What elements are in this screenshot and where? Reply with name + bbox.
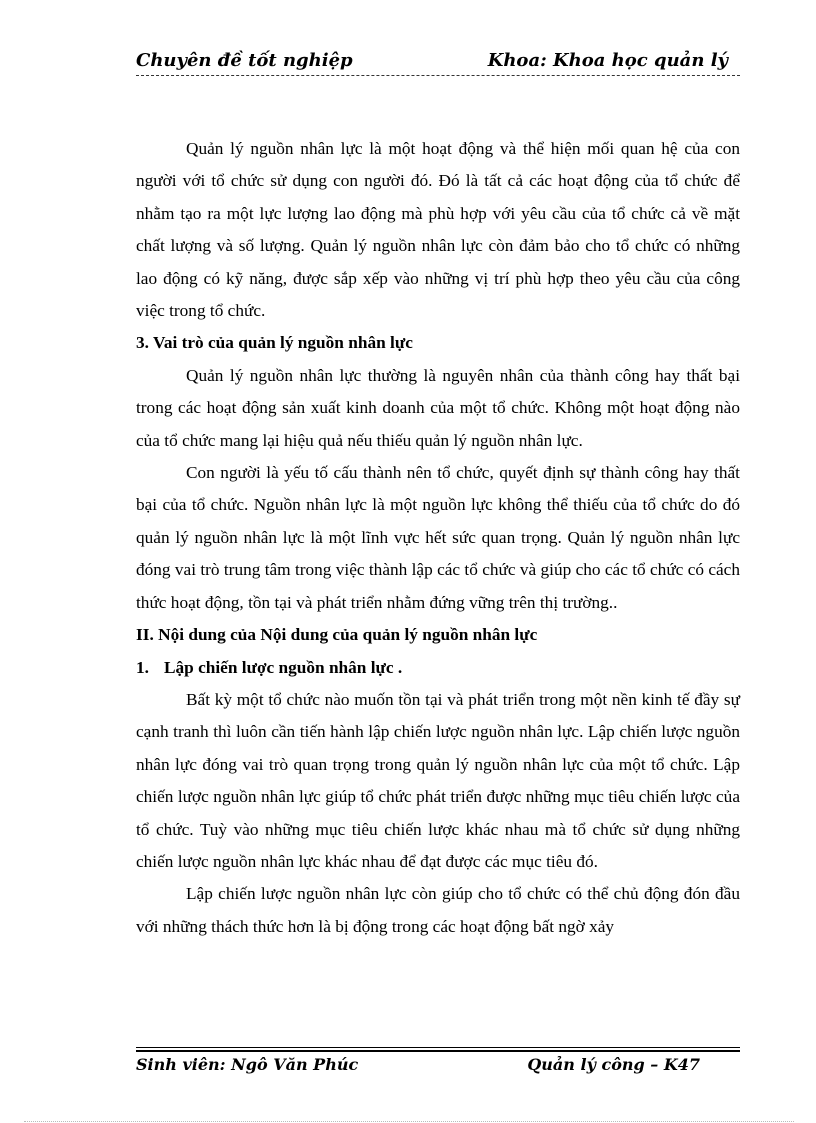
- footer-divider-thick: [136, 1050, 740, 1052]
- section-heading-role: 3. Vai trò của quản lý nguồn nhân lực: [136, 333, 413, 353]
- paragraph-definition: Quản lý nguồn nhân lực là một hoạt động và thể hiện mối quan hệ của con người với tổ chức sử dụng con người đó. Đó là tất cả các hoạt động của tổ chức để nhằm tạo ra một lực lượng lao động mà phù hợp với yêu cầu của tổ chức cả về mặt chất lượng và số lượng. Quản lý nguồn nhân lực còn đảm bảo cho tổ chức có những lao động có kỹ năng, được sắp xếp vào những vị trí phù hợp theo yêu cầu của công việc trong tổ chức.: [136, 139, 740, 321]
- paragraph-strategy-1: Bất kỳ một tổ chức nào muốn tồn tại và phát triển trong một nền kinh tế đầy sự cạnh tranh thì luôn cần tiến hành lập chiến lược nguồn nhân lực. Lập chiến lược nguồn nhân lực đóng vai trò quan trọng trong quản lý nguồn nhân lực của một tổ chức. Lập chiến lược nguồn nhân lực giúp tổ chức phát triển được những mục tiêu chiến lược của tổ chức. Tuỳ vào những mục tiêu chiến lược khác nhau mà tổ chức sử dụng những chiến lược nguồn nhân lực khác nhau để đạt được các mục tiêu đó.: [136, 689, 740, 871]
- footer-class: Quản lý công – K47: [527, 1055, 700, 1074]
- subsection-number: 1.: [136, 657, 149, 677]
- page-footer: [136, 1055, 740, 1077]
- header-thesis-title: Chuyên đề tốt nghiệp: [136, 50, 353, 71]
- header-divider: [136, 75, 740, 76]
- footer-student-name: Sinh viên: Ngô Văn Phúc: [136, 1055, 359, 1074]
- header-faculty: Khoa: Khoa học quản lý: [487, 50, 728, 71]
- page-header: [136, 50, 740, 74]
- chapter-heading-content: II. Nội dung của Nội dung của quản lý nguồn nhân lực: [136, 625, 538, 645]
- subsection-heading-strategy: [136, 652, 740, 684]
- document-body: [136, 133, 740, 943]
- paragraph-role-2: Con người là yếu tố cấu thành nên tổ chức, quyết định sự thành công hay thất bại của tổ chức. Nguồn nhân lực là một nguồn lực không thể thiếu của tổ chức do đó quản lý nguồn nhân lực là một lĩnh vực hết sức quan trọng. Quản lý nguồn nhân lực đóng vai trò trung tâm trong việc thành lập các tổ chức và giúp cho các tổ chức có cách thức hoạt động, tồn tại và phát triển nhằm đứng vững trên thị trường..: [136, 463, 740, 612]
- subsection-title: Lập chiến lược nguồn nhân lực .: [164, 657, 403, 677]
- footer-divider-thin: [136, 1047, 740, 1048]
- paragraph-strategy-2: Lập chiến lược nguồn nhân lực còn giúp cho tổ chức có thể chủ động đón đầu với những thách thức hơn là bị động trong các hoạt động bất ngờ xảy: [136, 884, 740, 936]
- paragraph-role-1: Quản lý nguồn nhân lực thường là nguyên nhân của thành công hay thất bại trong các hoạt động sản xuất kinh doanh của một tổ chức. Không một hoạt động nào của tổ chức mang lại hiệu quả nếu thiếu quản lý nguồn nhân lực.: [136, 365, 740, 450]
- page-bottom-dotted-edge: [24, 1121, 794, 1122]
